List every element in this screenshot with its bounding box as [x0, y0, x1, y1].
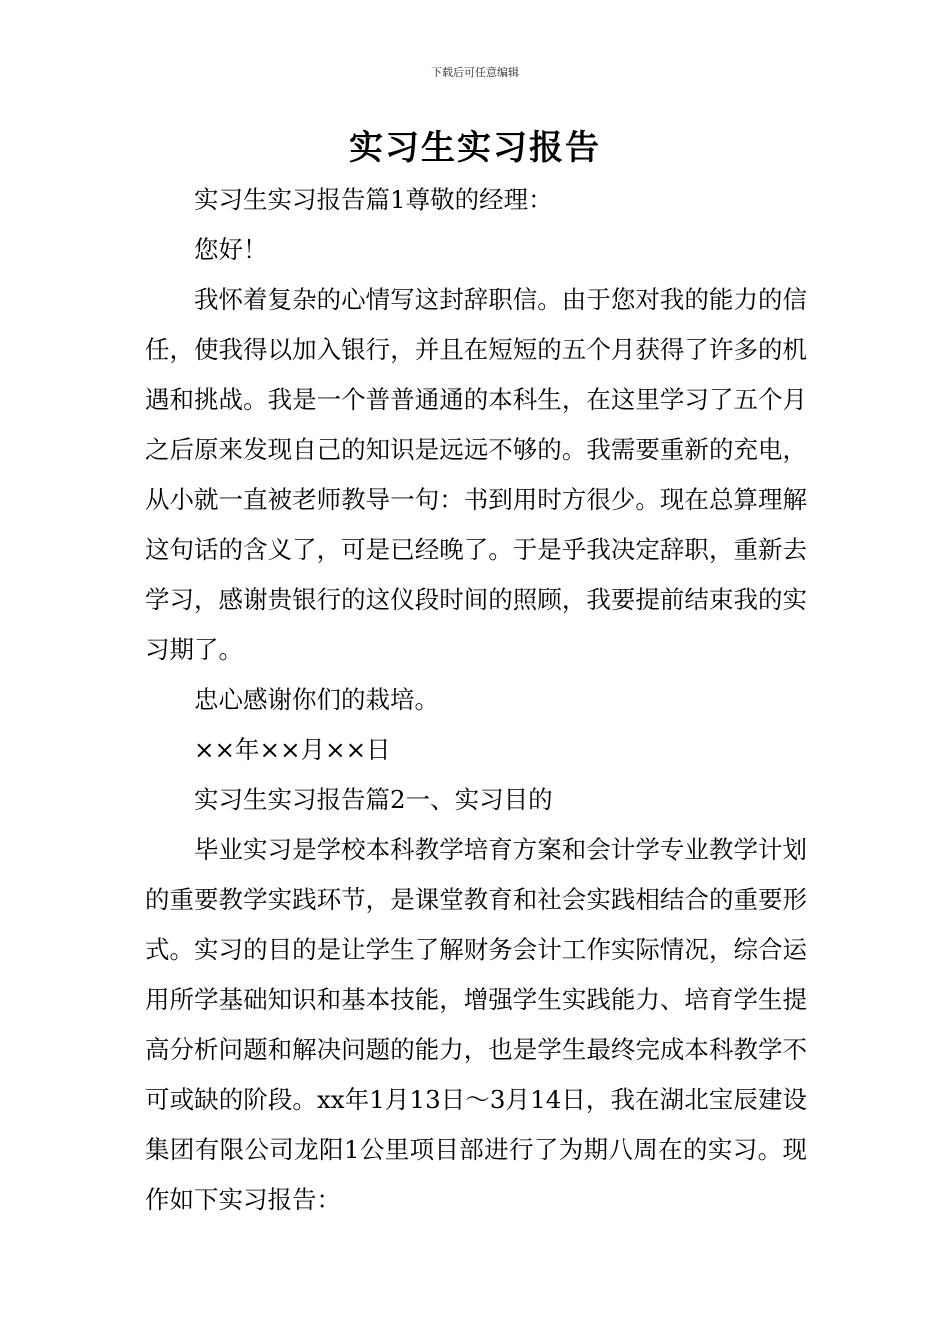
thanks-line: 忠心感谢你们的栽培。 [194, 685, 439, 714]
purpose-paragraph: 毕业实习是学校本科教学培育方案和会计学专业教学计划的重要教学实践环节，是课堂教育和社会实践相结合的重要形式。实习的目的是让学生了解财务会计工作实际情况，综合运用所学基础知识和基本技能，增强学生实践能力、培育学生提高分析问题和解决问题的能力，也是学生最终完成本科教学不可或缺的阶段。xx年1月13日～3月14日，我在湖北宝辰建设集团有限公司龙阳1公里项目部进行了为期八周在的实习。现作如下实习报告： [145, 835, 807, 1214]
greeting-line: 您好！ [194, 235, 268, 264]
resignation-paragraph: 我怀着复杂的心情写这封辞职信。由于您对我的能力的信任，使我得以加入银行，并且在短短的五个月获得了许多的机遇和挑战。我是一个普普通通的本科生，在这里学习了五个月之后原来发现自己的知识是远远不够的。我需要重新的充电，从小就一直被老师教导一句：书到用时方很少。现在总算理解这句话的含义了，可是已经晚了。于是乎我决定辞职，重新去学习，感谢贵银行的这仪段时间的照顾，我要提前结束我的实习期了。 [145, 285, 807, 664]
header-note: 下载后可任意编辑 [431, 66, 519, 79]
date-line: ××年××月××日 [194, 735, 391, 764]
section-heading: 实习生实习报告篇2一、实习目的 [194, 785, 553, 814]
salutation-line: 实习生实习报告篇1尊敬的经理： [194, 185, 553, 214]
document-title: 实习生实习报告 [349, 128, 601, 168]
document-body [145, 175, 807, 1225]
